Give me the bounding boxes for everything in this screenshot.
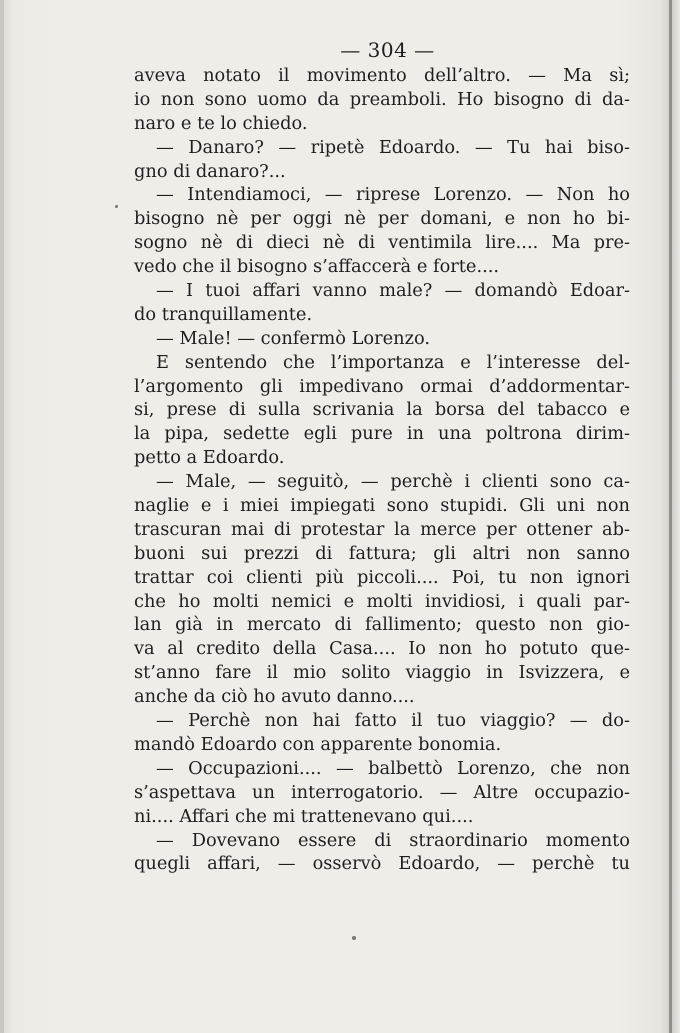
text-line: petto a Edoardo.: [134, 447, 285, 469]
page-left-edge: [0, 0, 4, 1033]
text-line: trattar coi clienti più piccoli.... Poi, tu non ignori: [134, 566, 630, 588]
text-line: io non sono uomo da preamboli. Ho bisogno di da-: [134, 88, 630, 110]
text-line: — Intendiamoci, — riprese Lorenzo. — Non ho: [156, 184, 630, 206]
print-speck: [115, 205, 118, 208]
text-line: — Perchè non hai fatto il tuo viaggio? — do-: [156, 710, 630, 732]
text-line: quegli affari, — osservò Edoardo, — perchè tu: [134, 853, 630, 875]
text-line: che ho molti nemici e molti invidiosi, i quali par-: [134, 590, 630, 612]
text-line: l’argomento gli impedivano ormai d’addormentar-: [134, 375, 630, 397]
text-line: — Occupazioni.... — balbettò Lorenzo, che non: [156, 757, 630, 779]
text-line: ni.... Affari che mi trattenevano qui....: [134, 805, 474, 827]
text-line: mandò Edoardo con apparente bonomia.: [134, 733, 502, 755]
page-number: — 304 —: [340, 38, 435, 62]
text-line: s’aspettava un interrogatorio. — Altre occupazio-: [134, 781, 630, 803]
text-line: va al credito della Casa.... Io non ho potuto que-: [134, 638, 630, 660]
text-line: lan già in mercato di fallimento; questo non gio-: [134, 614, 630, 636]
text-line: la pipa, sedette egli pure in una poltrona dirim-: [134, 423, 630, 445]
text-line: sogno nè di dieci nè di ventimila lire.... Ma pre-: [134, 232, 630, 254]
print-speck: [352, 936, 356, 940]
body-text: [134, 64, 630, 876]
text-line: naro e te lo chiedo.: [134, 112, 308, 134]
text-line: aveva notato il movimento dell’altro. — Ma sì;: [134, 65, 630, 86]
text-line: — Male! — confermò Lorenzo.: [156, 327, 431, 349]
text-line: — I tuoi affari vanno male? — domandò Edoar-: [156, 280, 630, 302]
text-line: — Male, — seguitò, — perchè i clienti sono ca-: [156, 471, 630, 493]
text-line: E sentendo che l’importanza e l’interesse del-: [156, 351, 630, 373]
text-line: gno di danaro?...: [134, 160, 286, 182]
text-line: si, prese di sulla scrivania la borsa del tabacco e: [134, 399, 630, 421]
text-line: — Dovevano essere di straordinario momento: [156, 829, 630, 851]
text-line: st’anno fare il mio solito viaggio in Isvizzera, e: [134, 662, 630, 684]
text-line: — Danaro? — ripetè Edoardo. — Tu hai biso-: [156, 136, 630, 158]
text-line: naglie e i miei impiegati sono stupidi. Gli uni non: [134, 495, 630, 517]
text-line: do tranquillamente.: [134, 303, 313, 325]
text-line: trascuran mai di protestar la merce per ottener ab-: [134, 518, 630, 540]
text-line: buoni sui prezzi di fattura; gli altri non sanno: [134, 542, 630, 564]
text-line: anche da ciò ho avuto danno....: [134, 686, 415, 708]
text-line: vedo che il bisogno s’affaccerà e forte....: [134, 256, 500, 278]
page-binding-shadow: [669, 0, 672, 1033]
text-line: bisogno nè per oggi nè per domani, e non ho bi-: [134, 208, 630, 230]
